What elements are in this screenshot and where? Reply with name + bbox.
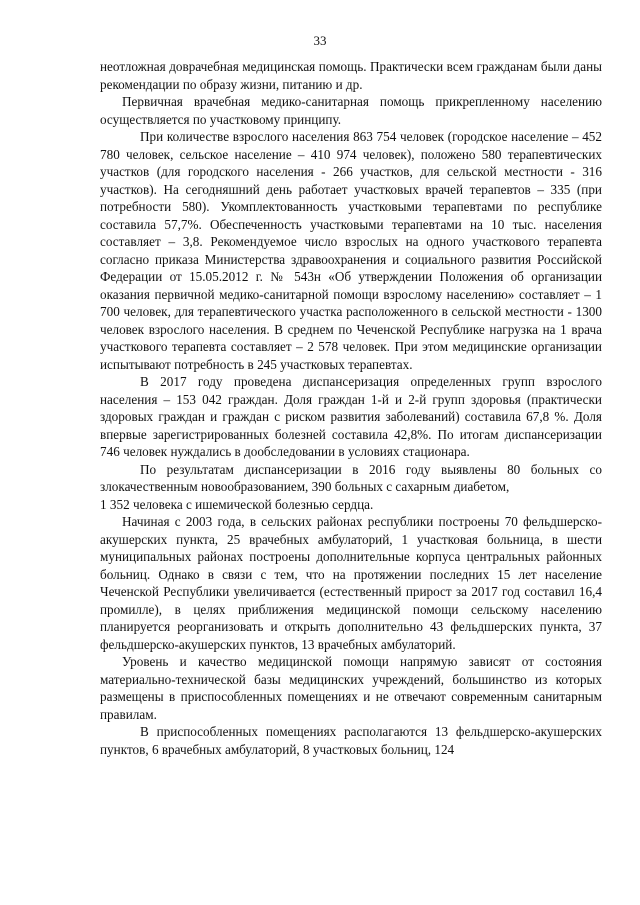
paragraph-9: В приспособленных помещениях располагаются 13 фельдшерско-акушерских пунктов, 6 врачебных амбулаторий, 8 участковых больниц, 124 — [100, 724, 602, 757]
paragraph-6: 1 352 человека с ишемической болезнью сердца. — [100, 496, 374, 512]
paragraph-7: Начиная с 2003 года, в сельских районах республики построены 70 фельдшерско-акушерских пункта, 25 врачебных амбулаторий, 1 участковая больница, в шести муниципальных районах построены дополнительные корпуса центральных районных больниц. Однако в связи с тем, что на протяжении последних 15 лет население Чеченской Республики увеличивается (естественный прирост за 2017 год составил 16,4 промилле), в целях приближения медицинской помощи сельскому населению планируется реорганизовать и открыть дополнительно 43 фельдшерских пункта, 37 фельдшерско-акушерских пунктов, 13 врачебных амбулаторий. — [100, 514, 602, 652]
paragraph-8: Уровень и качество медицинской помощи напрямую зависят от состояния материально-технической базы медицинских учреждений, большинство из которых размещены в приспособленных помещениях и не отвечают современным санитарным правилам. — [100, 654, 602, 722]
document-body — [100, 58, 602, 758]
page-number: 33 — [313, 33, 327, 48]
paragraph-4: В 2017 году проведена диспансеризация определенных групп взрослого населения – 153 042 граждан. Доля граждан 1-й и 2-й групп здоровья (практически здоровых граждан и граждан с риском развития заболеваний) составила 67,8 %. Доля впервые зарегистрированных болезней составила 42,8%. По итогам диспансеризации 746 человек нуждались в дообследовании в условиях стационара. — [100, 374, 602, 459]
paragraph-1: неотложная доврачебная медицинская помощь. Практически всем гражданам были даны рекомендации по образу жизни, питанию и др. — [100, 59, 602, 92]
paragraph-3: При количестве взрослого населения 863 754 человек (городское население – 452 780 человек, сельское население – 410 974 человек), положено 580 терапевтических участков (для городского населения - 266 участков, для сельской местности - 316 участков). На сегодняшний день работает участковых врачей терапевтов – 335 (при потребности 580). Укомплектованность участковыми терапевтами по республике составила 57,7%. Обеспеченность участковыми терапевтами на 10 тыс. населения составляет – 3,8. Рекомендуемое число взрослых на одного участкового терапевта согласно приказа Министерства здравоохранения и социального развития Российской Федерации от 15.05.2012 г. № 543н «Об утверждении Положения об организации оказания первичной медико-санитарной помощи взрослому населению» составляет – 1 700 человек, для терапевтического участка расположенного в сельской местности - 1300 человек взрослого населения. В среднем по Чеченской Республике нагрузка на 1 врача участкового терапевта составляет – 2 578 человек. При этом медицинские организации испытывают потребность в 245 участковых терапевтах. — [100, 129, 602, 372]
paragraph-2: Первичная врачебная медико-санитарная помощь прикрепленному населению осуществляется по участковому принципу. — [100, 94, 602, 127]
paragraph-5: По результатам диспансеризации в 2016 году выявлены 80 больных со злокачественным новообразованием, 390 больных с сахарным диабетом, — [100, 461, 602, 494]
